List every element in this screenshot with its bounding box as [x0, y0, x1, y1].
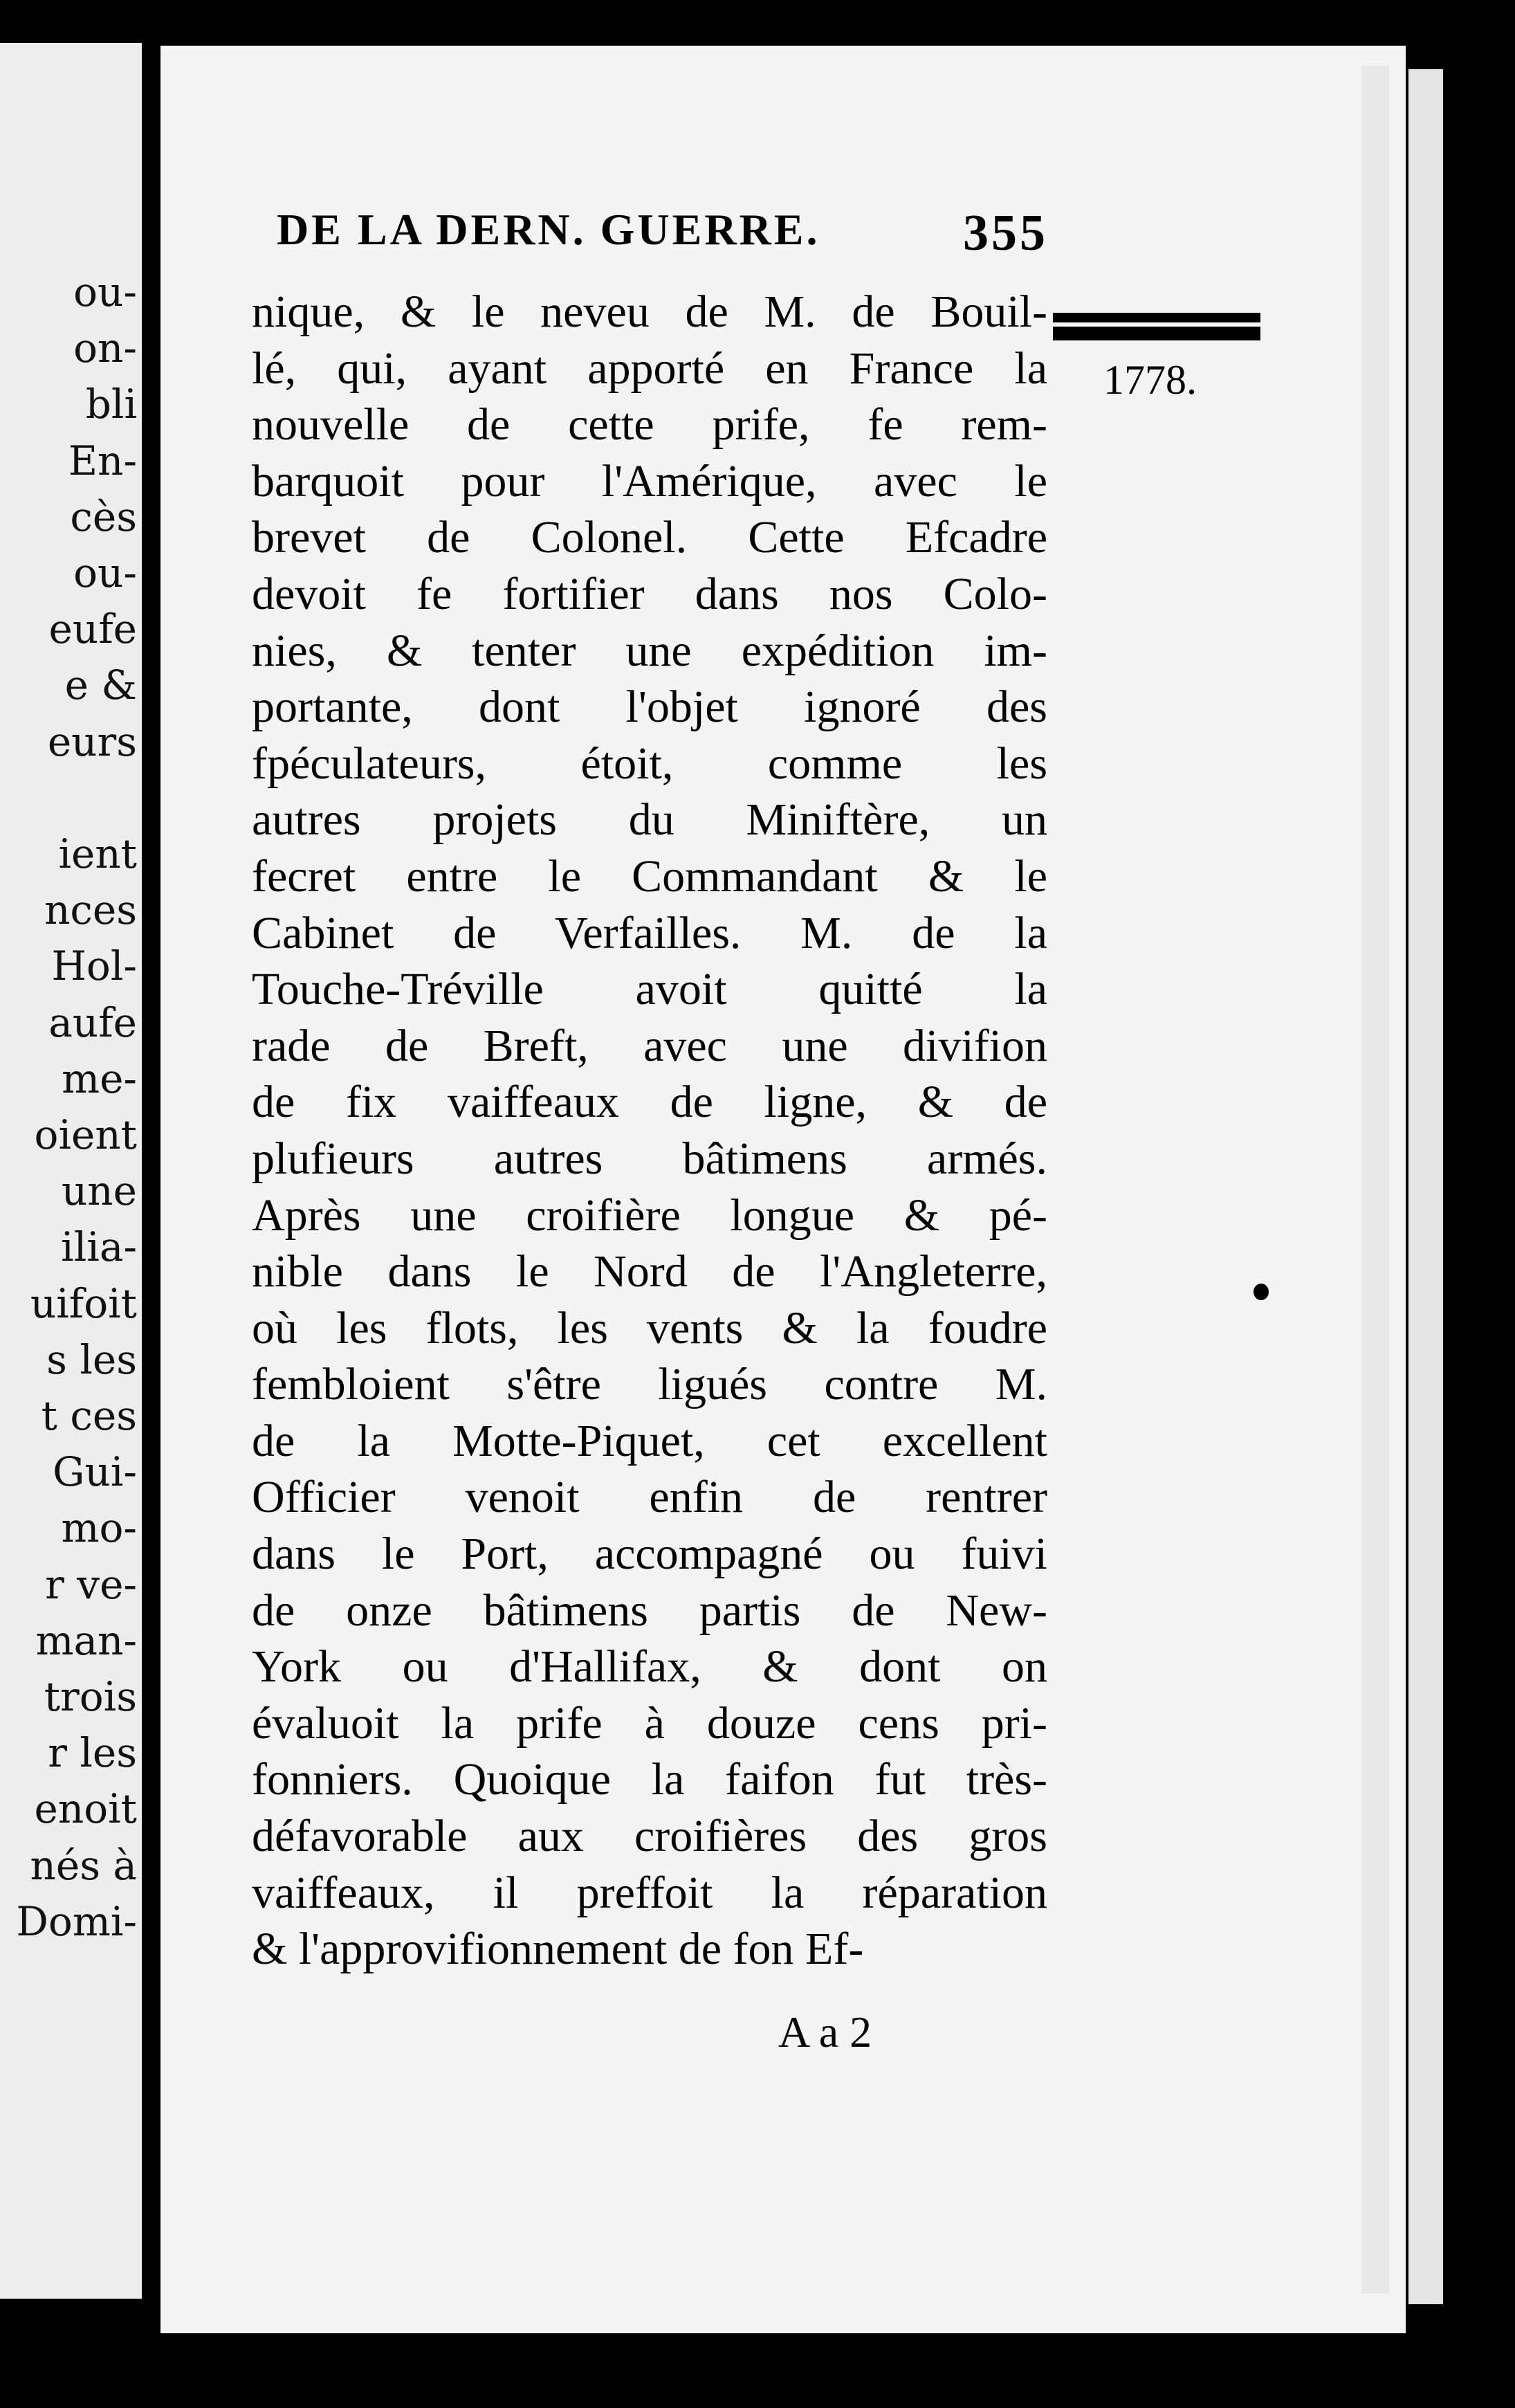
page-edge: [1408, 69, 1443, 2304]
facing-page-line: cès: [70, 493, 137, 540]
facing-page-line: t ces: [41, 1392, 137, 1440]
facing-page-line: bli: [85, 381, 137, 428]
facing-page-line: oient: [34, 1111, 137, 1159]
page-number: 355: [963, 205, 1048, 262]
text-line: rade de Breft, avec une divifion: [252, 1020, 1047, 1071]
text-line: de onze bâtimens partis de New-: [252, 1585, 1047, 1636]
facing-page-line: [0, 770, 138, 826]
text-line: autres projets du Miniftère, un: [252, 794, 1047, 846]
facing-page-line: man-: [35, 1616, 137, 1664]
facing-page-line: uifoit: [30, 1279, 137, 1327]
facing-page-line: ilia-: [61, 1223, 137, 1271]
book-gutter: [142, 28, 160, 2408]
ink-dot: [1254, 1284, 1269, 1300]
facing-page-line: r les: [48, 1729, 137, 1777]
facing-page-line: nces: [44, 886, 137, 934]
text-line: fembloient s'être ligués contre M.: [252, 1359, 1047, 1410]
facing-page-line: mo-: [61, 1504, 137, 1552]
text-line: York ou d'Hallifax, & dont on: [252, 1641, 1047, 1693]
margin-rule: [1053, 313, 1260, 340]
text-line: évaluoit la prife à douze cens pri-: [252, 1697, 1047, 1749]
text-line: nique, & le neveu de M. de Bouil-: [252, 286, 1047, 337]
facing-page-line: s les: [46, 1335, 137, 1383]
facing-page-line: une: [61, 1167, 137, 1215]
text-line: fonniers. Quoique la faifon fut très-: [252, 1754, 1047, 1805]
facing-page-line: trois: [44, 1673, 137, 1721]
signature-mark: A a 2: [778, 2007, 872, 2056]
facing-page-line: nés à: [30, 1841, 137, 1889]
text-line: Touche-Tréville avoit quitté la: [252, 964, 1047, 1015]
facing-page-line: r ve-: [45, 1560, 137, 1608]
facing-page-line: ou-: [73, 549, 137, 597]
facing-page-line: ou-: [73, 268, 137, 316]
facing-page-line: eurs: [47, 718, 137, 765]
text-line: où les flots, les vents & la foudre: [252, 1302, 1047, 1353]
text-line: Cabinet de Verfailles. M. de la: [252, 907, 1047, 958]
text-line: plufieurs autres bâtimens armés.: [252, 1133, 1047, 1184]
facing-page-line: enoit: [34, 1785, 137, 1833]
text-line: barquoit pour l'Amérique, avec le: [252, 455, 1047, 507]
text-line: nouvelle de cette prife, fe rem-: [252, 399, 1047, 450]
facing-page-line: on-: [73, 325, 137, 372]
running-head: [252, 204, 1048, 266]
facing-page-line: ient: [58, 830, 137, 878]
facing-page-left: [0, 43, 142, 2299]
facing-page-line: aufe: [48, 998, 137, 1046]
facing-page-line: eufe: [48, 605, 137, 653]
text-line: de la Motte-Piquet, cet excellent: [252, 1415, 1047, 1466]
text-line: vaiffeaux, il preffoit la réparation: [252, 1867, 1047, 1918]
text-line: défavorable aux croifières des gros: [252, 1811, 1047, 1862]
facing-page-line: En-: [68, 437, 137, 484]
text-line: Après une croifière longue & pé-: [252, 1189, 1047, 1241]
margin-year: 1778.: [1103, 357, 1197, 403]
text-line: nies, & tenter une expédition im-: [252, 625, 1047, 676]
text-line: brevet de Colonel. Cette Efcadre: [252, 512, 1047, 563]
text-line: dans le Port, accompagné ou fuivi: [252, 1529, 1047, 1580]
text-line: & l'approvifionnement de fon Ef-: [252, 1924, 864, 1975]
text-line: fpéculateurs, étoit, comme les: [252, 738, 1047, 789]
text-line: de fix vaiffeaux de ligne, & de: [252, 1077, 1047, 1128]
text-line: nible dans le Nord de l'Angleterre,: [252, 1246, 1047, 1297]
running-head-title: DE LA DERN. GUERRE.: [277, 205, 820, 254]
text-line: Officier venoit enfin de rentrer: [252, 1472, 1047, 1523]
facing-page-line: Domi-: [16, 1897, 137, 1945]
facing-page-line: Gui-: [53, 1448, 137, 1496]
page-edge: [1361, 66, 1389, 2294]
text-line: devoit fe fortifier dans nos Colo-: [252, 568, 1047, 619]
facing-page-line: me-: [62, 1055, 137, 1102]
text-line: portante, dont l'objet ignoré des: [252, 682, 1047, 733]
text-line: fecret entre le Commandant & le: [252, 850, 1047, 902]
text-line: lé, qui, ayant apporté en France la: [252, 343, 1047, 394]
facing-page-line: Hol-: [51, 942, 137, 990]
body-text: [252, 284, 1047, 1978]
facing-page-text: [0, 264, 138, 1950]
facing-page-line: e &: [64, 662, 137, 709]
